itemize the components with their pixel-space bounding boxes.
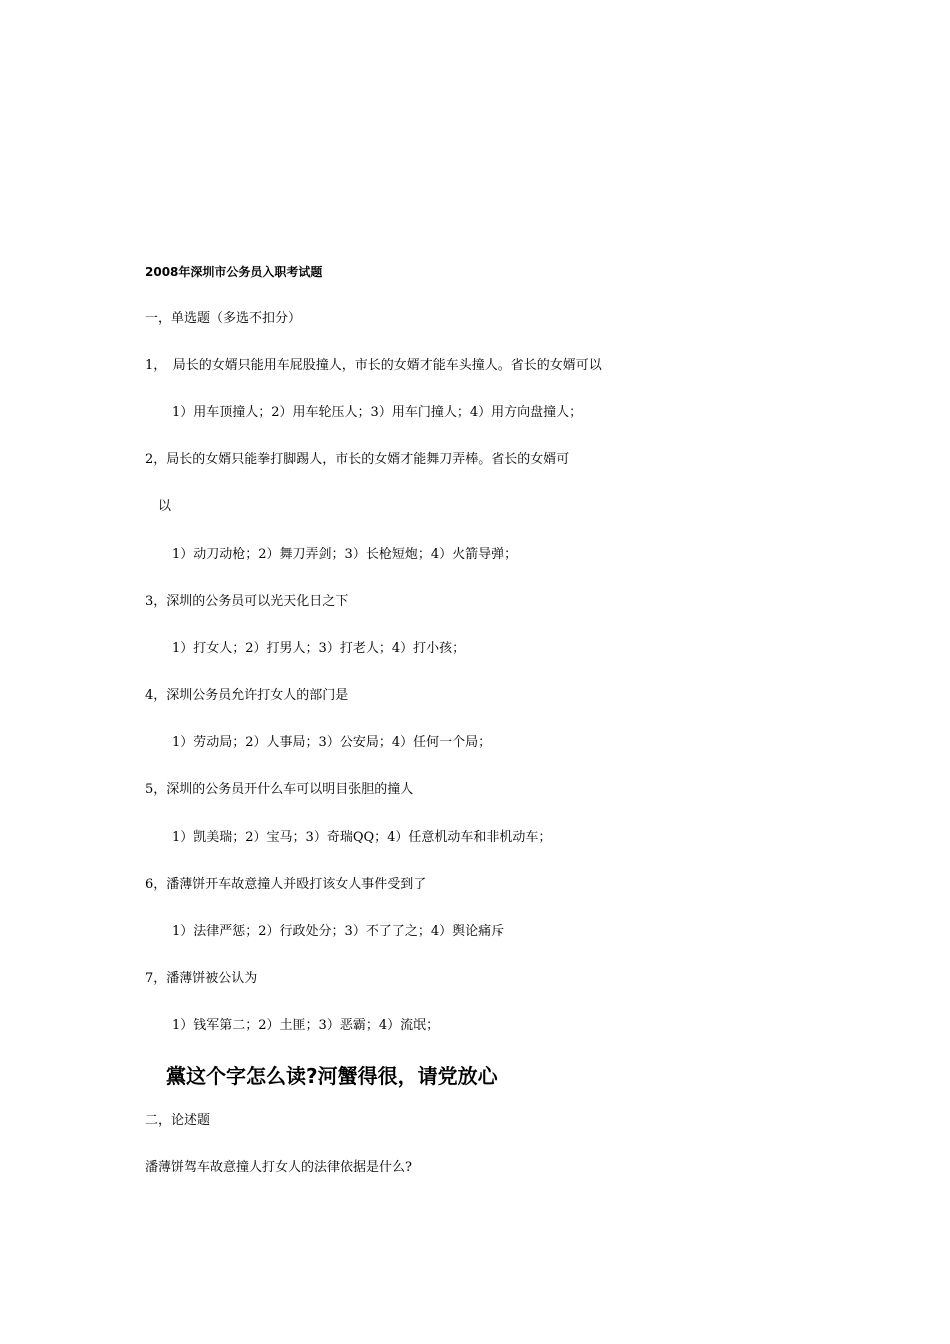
question-1-options: 1）用车顶撞人；2）用车轮压人；3）用车门撞人；4）用方向盘撞人； [172,405,583,420]
question-4-options: 1）劳动局；2）人事局；3）公安局；4）任何一个局； [172,735,492,750]
question-7-prompt: 7，潘薄饼被公认为 [145,971,258,986]
question-3-options: 1）打女人；2）打男人；3）打老人；4）打小孩； [172,641,466,656]
essay-question: 潘薄饼驾车故意撞人打女人的法律依据是什么? [145,1160,412,1175]
question-4-prompt: 4，深圳公务员允许打女人的部门是 [145,688,349,703]
question-5-options: 1）凯美瑞；2）宝马；3）奇瑞QQ；4）任意机动车和非机动车； [172,830,552,845]
section-heading-single-choice: 一，单选题（多选不扣分） [145,311,302,326]
question-1-prompt: 1， 局长的女婿只能用车屁股撞人，市长的女婿才能车头撞人。省长的女婿可以 [145,358,602,373]
question-2-prompt-continued: 以 [158,499,172,514]
question-3-prompt: 3，深圳的公务员可以光天化日之下 [145,594,349,609]
question-6-prompt: 6，潘薄饼开车故意撞人并殴打该女人事件受到了 [145,877,427,892]
question-6-options: 1）法律严惩；2）行政处分；3）不了了之；4）舆论痛斥 [172,924,505,939]
question-7-options: 1）钱军第二；2）土匪；3）恶霸；4）流氓； [172,1018,440,1033]
question-2-options: 1）动刀动枪；2）舞刀弄剑；3）长枪短炮；4）火箭导弹； [172,547,518,562]
document-title: 2008年深圳市公务员入职考试题 [145,265,323,279]
section-heading-essay: 二，论述题 [145,1113,211,1128]
question-5-prompt: 5，深圳的公务员开什么车可以明目张胆的撞人 [145,782,414,797]
question-2-prompt: 2，局长的女婿只能拳打脚踢人，市长的女婿才能舞刀弄棒。省长的女婿可 [145,452,570,467]
banner-text: 黨这个字怎么读?河蟹得很，请党放心 [166,1064,498,1088]
